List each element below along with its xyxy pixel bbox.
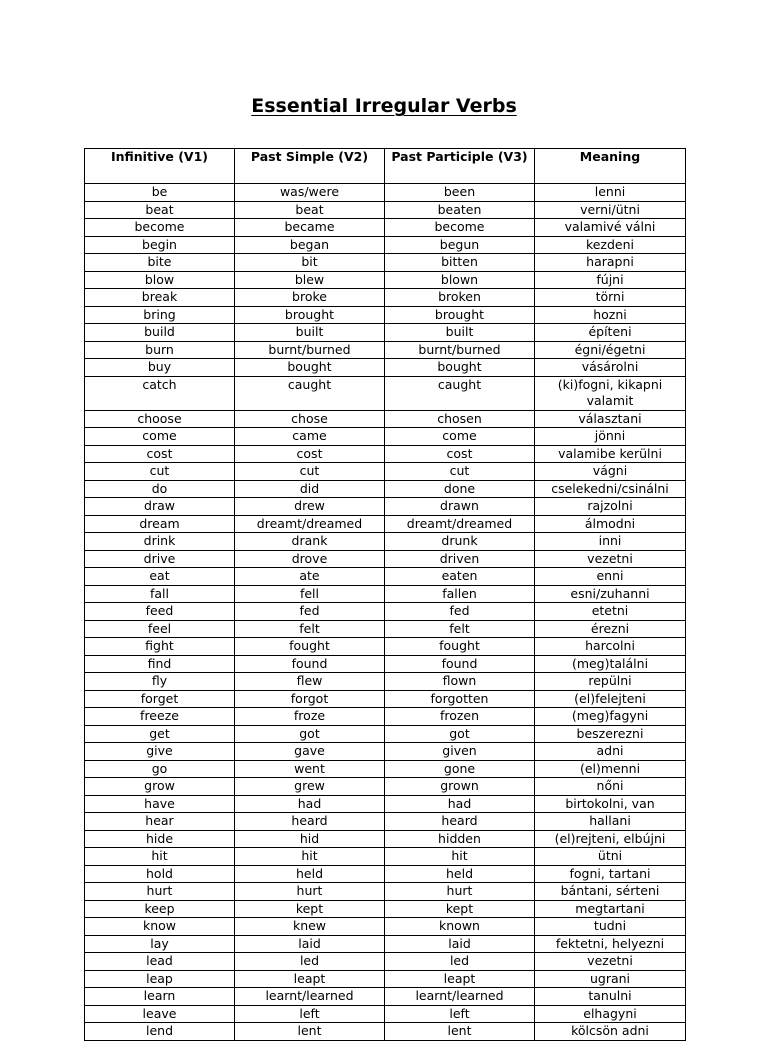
table-row <box>85 953 686 971</box>
cell-past-simple: drank <box>235 533 385 551</box>
table-row <box>85 219 686 237</box>
cell-past-participle: led <box>385 953 535 971</box>
table-row <box>85 603 686 621</box>
table-row <box>85 690 686 708</box>
cell-past-simple: flew <box>235 673 385 691</box>
cell-meaning: harapni <box>535 254 686 272</box>
cell-infinitive: do <box>85 480 235 498</box>
cell-past-simple: became <box>235 219 385 237</box>
cell-meaning: lenni <box>535 184 686 202</box>
cell-infinitive: get <box>85 725 235 743</box>
cell-infinitive: grow <box>85 778 235 796</box>
cell-meaning: inni <box>535 533 686 551</box>
cell-infinitive: leap <box>85 970 235 988</box>
cell-infinitive: know <box>85 918 235 936</box>
cell-infinitive: forget <box>85 690 235 708</box>
document-title <box>0 94 768 118</box>
cell-past-simple: came <box>235 428 385 446</box>
cell-meaning: verni/ütni <box>535 201 686 219</box>
cell-meaning: (ki)fogni, kikapni valamit <box>535 376 686 410</box>
cell-past-participle: learnt/learned <box>385 988 535 1006</box>
cell-meaning: valamibe kerülni <box>535 445 686 463</box>
cell-infinitive: dream <box>85 515 235 533</box>
cell-infinitive: fall <box>85 585 235 603</box>
cell-past-participle: drawn <box>385 498 535 516</box>
cell-past-participle: grown <box>385 778 535 796</box>
cell-infinitive: feel <box>85 620 235 638</box>
cell-past-simple: brought <box>235 306 385 324</box>
cell-past-participle: left <box>385 1005 535 1023</box>
table-row <box>85 533 686 551</box>
table-row <box>85 341 686 359</box>
cell-past-simple: knew <box>235 918 385 936</box>
cell-past-participle: cost <box>385 445 535 463</box>
cell-past-simple: dreamt/dreamed <box>235 515 385 533</box>
cell-meaning: enni <box>535 568 686 586</box>
table-row <box>85 848 686 866</box>
cell-past-participle: hurt <box>385 883 535 901</box>
cell-past-participle: gone <box>385 760 535 778</box>
cell-meaning: választani <box>535 410 686 428</box>
cell-meaning: kezdeni <box>535 236 686 254</box>
cell-meaning: vezetni <box>535 953 686 971</box>
table-row <box>85 254 686 272</box>
table-row <box>85 760 686 778</box>
cell-infinitive: hold <box>85 865 235 883</box>
cell-past-simple: bought <box>235 359 385 377</box>
cell-past-participle: got <box>385 725 535 743</box>
cell-meaning: fújni <box>535 271 686 289</box>
table-row <box>85 428 686 446</box>
table-row <box>85 445 686 463</box>
table-row <box>85 463 686 481</box>
cell-meaning: (meg)fagyni <box>535 708 686 726</box>
cell-past-simple: went <box>235 760 385 778</box>
cell-meaning: (el)menni <box>535 760 686 778</box>
header-row <box>85 149 686 184</box>
cell-infinitive: fight <box>85 638 235 656</box>
cell-meaning: álmodni <box>535 515 686 533</box>
cell-past-simple: gave <box>235 743 385 761</box>
cell-past-participle: chosen <box>385 410 535 428</box>
cell-infinitive: blow <box>85 271 235 289</box>
cell-meaning: hozni <box>535 306 686 324</box>
cell-past-simple: hurt <box>235 883 385 901</box>
cell-meaning: esni/zuhanni <box>535 585 686 603</box>
table-row <box>85 568 686 586</box>
header-infinitive: Infinitive (V1) <box>85 149 235 184</box>
table-header <box>85 149 686 184</box>
cell-past-participle: caught <box>385 376 535 410</box>
irregular-verbs-table <box>84 148 686 1041</box>
cell-past-participle: given <box>385 743 535 761</box>
cell-meaning: (meg)találni <box>535 655 686 673</box>
table-row <box>85 184 686 202</box>
cell-meaning: birtokolni, van <box>535 795 686 813</box>
cell-meaning: ugrani <box>535 970 686 988</box>
cell-past-participle: fallen <box>385 585 535 603</box>
cell-past-participle: built <box>385 324 535 342</box>
cell-past-simple: drove <box>235 550 385 568</box>
header-past-participle: Past Participle (V3) <box>385 149 535 184</box>
cell-past-participle: come <box>385 428 535 446</box>
cell-past-participle: hit <box>385 848 535 866</box>
cell-meaning: bántani, sérteni <box>535 883 686 901</box>
cell-past-simple: began <box>235 236 385 254</box>
cell-infinitive: become <box>85 219 235 237</box>
table-row <box>85 620 686 638</box>
cell-past-simple: led <box>235 953 385 971</box>
cell-past-simple: blew <box>235 271 385 289</box>
cell-past-simple: leapt <box>235 970 385 988</box>
cell-meaning: valamivé válni <box>535 219 686 237</box>
cell-past-simple: left <box>235 1005 385 1023</box>
table-body <box>85 184 686 1041</box>
cell-meaning: megtartani <box>535 900 686 918</box>
cell-meaning: cselekedni/csinálni <box>535 480 686 498</box>
cell-infinitive: feed <box>85 603 235 621</box>
table-row <box>85 324 686 342</box>
cell-meaning: rajzolni <box>535 498 686 516</box>
cell-past-simple: burnt/burned <box>235 341 385 359</box>
table-row <box>85 970 686 988</box>
table-row <box>85 359 686 377</box>
cell-past-simple: did <box>235 480 385 498</box>
cell-past-participle: laid <box>385 935 535 953</box>
cell-past-participle: broken <box>385 289 535 307</box>
cell-infinitive: bite <box>85 254 235 272</box>
cell-infinitive: draw <box>85 498 235 516</box>
table-row <box>85 376 686 410</box>
header-past-simple: Past Simple (V2) <box>235 149 385 184</box>
cell-meaning: fogni, tartani <box>535 865 686 883</box>
table-row <box>85 655 686 673</box>
table-row <box>85 900 686 918</box>
cell-past-simple: kept <box>235 900 385 918</box>
cell-past-participle: found <box>385 655 535 673</box>
table-row <box>85 743 686 761</box>
table-row <box>85 498 686 516</box>
cell-infinitive: find <box>85 655 235 673</box>
cell-meaning: nőni <box>535 778 686 796</box>
cell-past-participle: been <box>385 184 535 202</box>
table-row <box>85 673 686 691</box>
table-row <box>85 410 686 428</box>
cell-past-participle: burnt/burned <box>385 341 535 359</box>
cell-meaning: vezetni <box>535 550 686 568</box>
table-row <box>85 585 686 603</box>
cell-infinitive: begin <box>85 236 235 254</box>
header-meaning: Meaning <box>535 149 686 184</box>
cell-infinitive: drive <box>85 550 235 568</box>
cell-past-participle: lent <box>385 1023 535 1041</box>
cell-infinitive: eat <box>85 568 235 586</box>
cell-meaning: kölcsön adni <box>535 1023 686 1041</box>
cell-infinitive: learn <box>85 988 235 1006</box>
cell-meaning: törni <box>535 289 686 307</box>
cell-infinitive: freeze <box>85 708 235 726</box>
cell-infinitive: hurt <box>85 883 235 901</box>
cell-past-simple: fed <box>235 603 385 621</box>
cell-meaning: adni <box>535 743 686 761</box>
table-row <box>85 515 686 533</box>
cell-past-simple: fought <box>235 638 385 656</box>
table-row <box>85 725 686 743</box>
document-title-text: Essential Irregular Verbs <box>251 95 517 117</box>
cell-past-simple: built <box>235 324 385 342</box>
cell-meaning: érezni <box>535 620 686 638</box>
cell-past-participle: begun <box>385 236 535 254</box>
cell-past-simple: beat <box>235 201 385 219</box>
cell-past-simple: froze <box>235 708 385 726</box>
cell-past-simple: lent <box>235 1023 385 1041</box>
cell-infinitive: lay <box>85 935 235 953</box>
cell-meaning: jönni <box>535 428 686 446</box>
cell-past-participle: bought <box>385 359 535 377</box>
table-row <box>85 236 686 254</box>
table-row <box>85 865 686 883</box>
table-row <box>85 935 686 953</box>
cell-infinitive: choose <box>85 410 235 428</box>
cell-past-simple: broke <box>235 289 385 307</box>
cell-past-simple: hid <box>235 830 385 848</box>
cell-past-simple: held <box>235 865 385 883</box>
cell-past-participle: flown <box>385 673 535 691</box>
cell-infinitive: catch <box>85 376 235 410</box>
cell-past-participle: fought <box>385 638 535 656</box>
cell-meaning: (el)felejteni <box>535 690 686 708</box>
cell-past-simple: laid <box>235 935 385 953</box>
cell-past-participle: become <box>385 219 535 237</box>
cell-past-simple: heard <box>235 813 385 831</box>
cell-past-participle: known <box>385 918 535 936</box>
cell-past-participle: hidden <box>385 830 535 848</box>
table-row <box>85 830 686 848</box>
cell-infinitive: break <box>85 289 235 307</box>
cell-meaning: vágni <box>535 463 686 481</box>
cell-past-participle: cut <box>385 463 535 481</box>
cell-meaning: égni/égetni <box>535 341 686 359</box>
cell-infinitive: leave <box>85 1005 235 1023</box>
cell-past-simple: hit <box>235 848 385 866</box>
cell-past-simple: got <box>235 725 385 743</box>
cell-past-simple: was/were <box>235 184 385 202</box>
cell-past-participle: eaten <box>385 568 535 586</box>
cell-meaning: elhagyni <box>535 1005 686 1023</box>
cell-past-simple: found <box>235 655 385 673</box>
table-row <box>85 778 686 796</box>
cell-infinitive: be <box>85 184 235 202</box>
cell-past-simple: fell <box>235 585 385 603</box>
cell-infinitive: drink <box>85 533 235 551</box>
cell-past-simple: ate <box>235 568 385 586</box>
cell-past-participle: brought <box>385 306 535 324</box>
cell-past-participle: dreamt/dreamed <box>385 515 535 533</box>
cell-meaning: hallani <box>535 813 686 831</box>
cell-meaning: tanulni <box>535 988 686 1006</box>
cell-past-participle: held <box>385 865 535 883</box>
table-row <box>85 638 686 656</box>
cell-past-participle: drunk <box>385 533 535 551</box>
cell-infinitive: cut <box>85 463 235 481</box>
table-row <box>85 289 686 307</box>
cell-past-simple: cut <box>235 463 385 481</box>
cell-meaning: tudni <box>535 918 686 936</box>
cell-past-simple: caught <box>235 376 385 410</box>
cell-past-participle: forgotten <box>385 690 535 708</box>
cell-past-participle: beaten <box>385 201 535 219</box>
table-row <box>85 1005 686 1023</box>
cell-infinitive: build <box>85 324 235 342</box>
cell-infinitive: cost <box>85 445 235 463</box>
cell-meaning: beszerezni <box>535 725 686 743</box>
cell-meaning: építeni <box>535 324 686 342</box>
cell-infinitive: hear <box>85 813 235 831</box>
cell-past-participle: driven <box>385 550 535 568</box>
table-row <box>85 271 686 289</box>
cell-infinitive: beat <box>85 201 235 219</box>
cell-past-participle: had <box>385 795 535 813</box>
cell-infinitive: give <box>85 743 235 761</box>
cell-infinitive: go <box>85 760 235 778</box>
cell-past-participle: done <box>385 480 535 498</box>
table-row <box>85 1023 686 1041</box>
cell-past-participle: heard <box>385 813 535 831</box>
cell-infinitive: come <box>85 428 235 446</box>
table-row <box>85 795 686 813</box>
cell-past-participle: leapt <box>385 970 535 988</box>
cell-past-simple: had <box>235 795 385 813</box>
cell-infinitive: burn <box>85 341 235 359</box>
cell-past-simple: bit <box>235 254 385 272</box>
cell-meaning: (el)rejteni, elbújni <box>535 830 686 848</box>
table-row <box>85 306 686 324</box>
cell-meaning: harcolni <box>535 638 686 656</box>
cell-infinitive: bring <box>85 306 235 324</box>
cell-infinitive: fly <box>85 673 235 691</box>
cell-past-simple: forgot <box>235 690 385 708</box>
cell-meaning: vásárolni <box>535 359 686 377</box>
cell-infinitive: hide <box>85 830 235 848</box>
table-row <box>85 813 686 831</box>
cell-past-simple: felt <box>235 620 385 638</box>
cell-past-participle: frozen <box>385 708 535 726</box>
cell-past-participle: blown <box>385 271 535 289</box>
table-row <box>85 883 686 901</box>
cell-past-participle: fed <box>385 603 535 621</box>
cell-meaning: fektetni, helyezni <box>535 935 686 953</box>
table-row <box>85 550 686 568</box>
table-row <box>85 201 686 219</box>
table-row <box>85 708 686 726</box>
cell-infinitive: lend <box>85 1023 235 1041</box>
cell-past-simple: learnt/learned <box>235 988 385 1006</box>
cell-past-participle: kept <box>385 900 535 918</box>
cell-infinitive: have <box>85 795 235 813</box>
cell-past-participle: felt <box>385 620 535 638</box>
cell-past-participle: bitten <box>385 254 535 272</box>
table-row <box>85 480 686 498</box>
cell-past-simple: grew <box>235 778 385 796</box>
cell-infinitive: keep <box>85 900 235 918</box>
table-row <box>85 918 686 936</box>
cell-infinitive: lead <box>85 953 235 971</box>
cell-meaning: etetni <box>535 603 686 621</box>
cell-infinitive: buy <box>85 359 235 377</box>
cell-meaning: ütni <box>535 848 686 866</box>
cell-past-simple: cost <box>235 445 385 463</box>
cell-meaning: repülni <box>535 673 686 691</box>
table-row <box>85 988 686 1006</box>
cell-infinitive: hit <box>85 848 235 866</box>
cell-past-simple: drew <box>235 498 385 516</box>
cell-past-simple: chose <box>235 410 385 428</box>
